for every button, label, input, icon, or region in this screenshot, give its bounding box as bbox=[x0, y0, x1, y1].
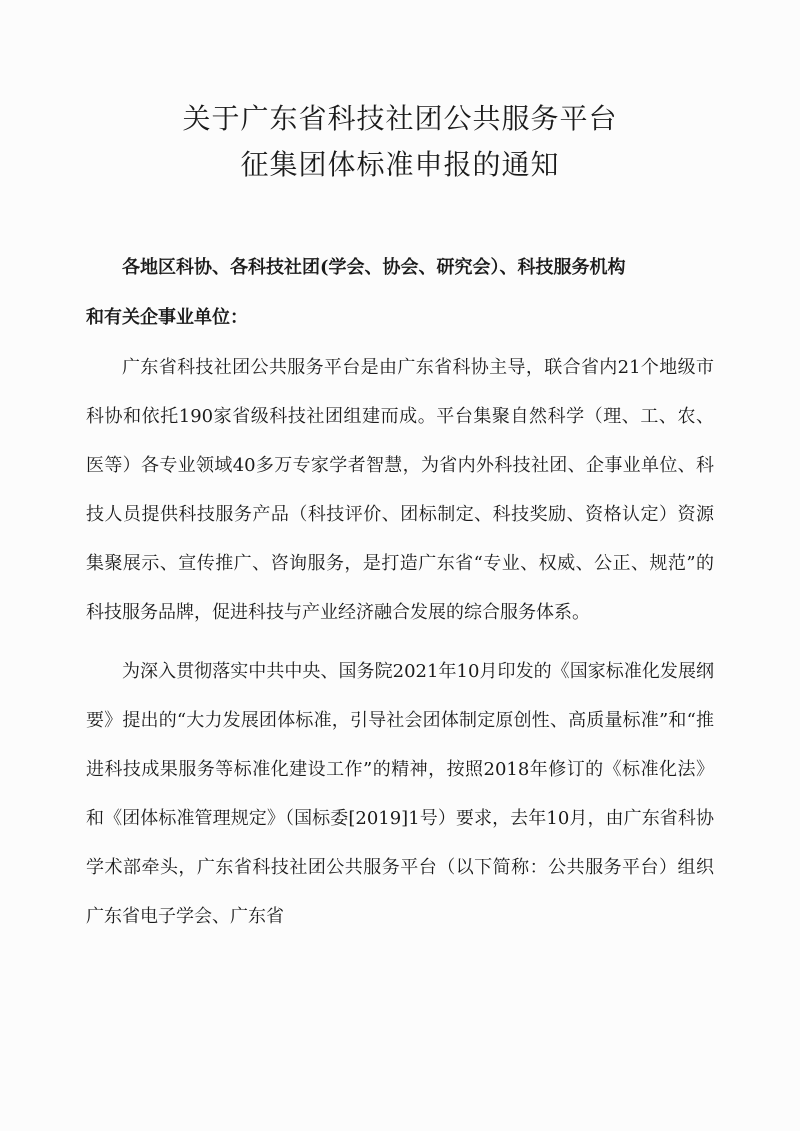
body-paragraph-2: 为深入贯彻落实中共中央、国务院2021年10月印发的《国家标准化发展纲要》提出的“大力发展团体标准，引导社会团体制定原创性、高质量标准”和“推进科技成果服务等标准化建设工作”的精神，按照2018年修订的《标准化法》和《团体标准管理规定》（国标委[2019]1号）要求，去年10月，由广东省科协学术部牵头，广东省科技社团公共服务平台（以下简称：公共服务平台）组织广东省电子学会、广东省 bbox=[86, 661, 714, 927]
title-spacer bbox=[86, 188, 714, 243]
paragraph-spacer bbox=[86, 637, 714, 647]
title-line-2: 征集团体标准申报的通知 bbox=[240, 148, 560, 181]
body-paragraph-1: 广东省科技社团公共服务平台是由广东省科协主导，联合省内21个地级市科协和依托190家省级科技社团组建而成。平台集聚自然科学（理、工、农、医等）各专业领域40多万专家学者智慧，为省内外科技社团、企事业单位、科技人员提供科技服务产品（科技评价、团标制定、科技奖励、资格认定）资源集聚展示、宣传推广、咨询服务，是打造广东省“专业、权威、公正、规范”的科技服务品牌，促进科技与产业经济融合发展的综合服务体系。 bbox=[86, 357, 714, 623]
salutation bbox=[86, 243, 714, 343]
salutation-line-1: 各地区科协、各科技社团(学会、协会、研究会）、科技服务机构 bbox=[122, 257, 626, 278]
salutation-line-2: 和有关企事业单位： bbox=[86, 307, 248, 328]
title-line-1: 关于广东省科技社团公共服务平台 bbox=[182, 102, 618, 135]
document-title bbox=[86, 96, 714, 188]
